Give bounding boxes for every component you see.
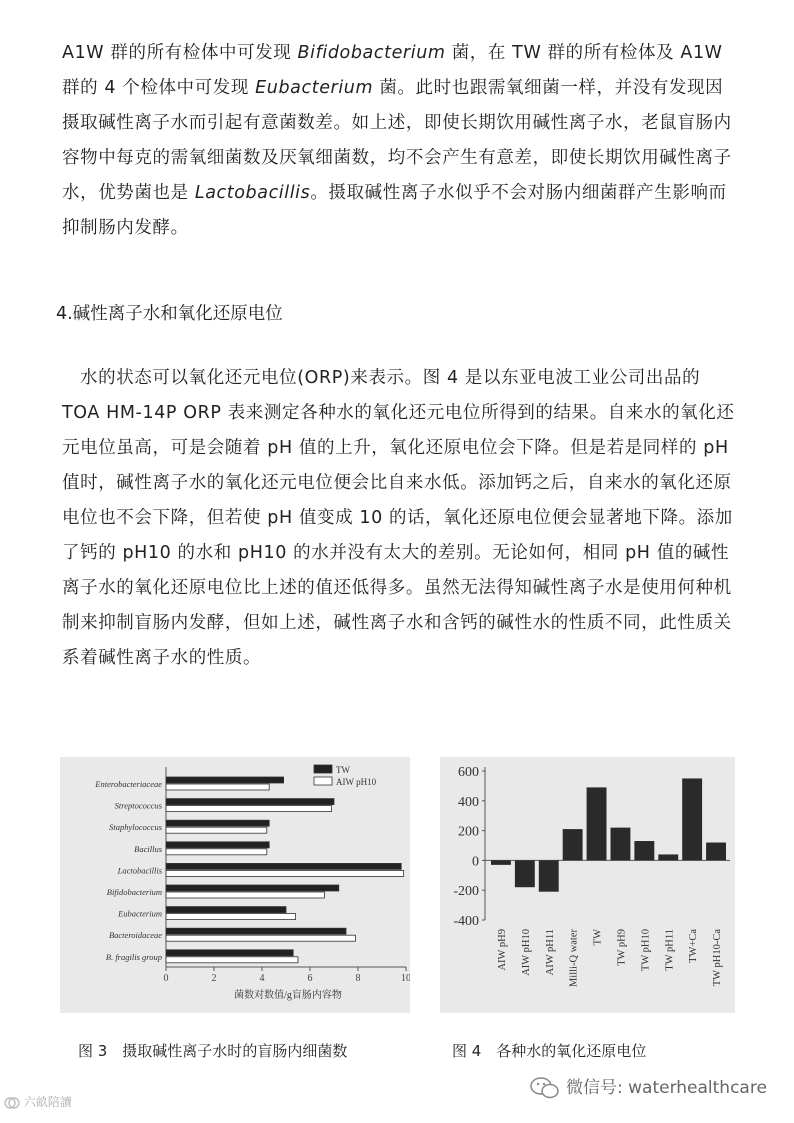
orp-bar-8 [682,778,702,860]
bar-tw-3 [166,842,269,848]
category-label: Eubacterium [118,908,162,919]
y-tick-label: -200 [453,884,479,900]
legend-swatch-1 [314,777,332,785]
legend-label-0: TW [336,765,350,775]
orp-bar-3 [563,829,583,860]
bar-tw-5 [166,885,339,891]
bar-aw-4 [166,870,404,876]
x-axis-label: 菌数对数值/g盲肠内容物 [234,990,342,1001]
category-label: Bacteroidaceae [108,930,162,941]
p1-text-2: 菌，在 TW 群的所有检体及 A1W 群的 4 个检体中可发现 [62,43,723,98]
x-tick-label: 8 [355,973,361,984]
orp-bar-6 [634,841,654,860]
orp-bar-0 [491,860,511,864]
y-tick-label: 600 [458,765,479,780]
y-tick-label: -400 [453,914,479,929]
orp-bar-4 [587,787,607,860]
bar-aw-6 [166,914,296,920]
p1-italic-lactobacillis: Lactobacillis [194,183,311,203]
bar-aw-1 [166,806,332,812]
section-heading: 4.碱性离子水和氧化还原电位 [56,304,283,324]
category-label: Milli-Q water [568,929,580,988]
bar-tw-4 [166,863,401,869]
figure-3-chart [60,757,410,1013]
p1-text-3: 菌。此时也跟需氧细菌一样，并没有发现因摄取碱性离子水而引起有意菌数差。如上述，即使长期饮用碱性离子水，老鼠盲肠内容物中每克的需氧细菌数及厌氧细菌数，均不会产生有意差，即使长期饮用碱性离子水，优势菌也是 [62,78,732,203]
wechat-icon [530,1077,560,1099]
y-tick-label: 0 [472,854,479,870]
bacteria-bar-chart [60,757,410,1013]
orp-bar-chart [440,757,735,1013]
bar-aw-8 [166,957,298,963]
orp-bar-2 [539,860,559,891]
x-tick-label: 10 [401,973,410,984]
bar-tw-1 [166,799,334,805]
bar-tw-7 [166,928,346,934]
paragraph-bacteria [62,36,738,246]
category-label: Enterobacteriaceae [95,779,162,789]
category-label: Bifidobacterium [106,887,162,897]
category-label: TW pH9 [616,929,628,966]
figure-3-caption: 图 3 摄取碱性离子水时的盲肠内细菌数 [78,1042,348,1060]
bar-tw-0 [166,777,284,783]
watermark [4,1093,72,1110]
paragraph-orp: 水的状态可以氧化还元电位(ORP)来表示。图 4 是以东亚电波工业公司出品的 TOA HM-14P ORP 表来测定各种水的氧化还元电位所得到的结果。自来水的氧化还元电位虽高，可是会随着 pH 值的上升，氧化还原电位会下降。但是若是同样的 pH 值时，碱性离子水的氧化还元电位便会比自来水低。添加钙之后，自来水的氧化还原电位也不会下降，但若使 pH 值变成 10 的话，氧化还原电位便会显著地下降。添加了钙的 pH10 的水和 pH10 的水并没有太大的差别。无论如何，相同 pH 值的碱性离子水的氧化还原电位比上述的值还低得多。虽然无法得知碱性离子水是使用何种机制来抑制盲肠内发酵，但如上述，碱性离子水和含钙的碱性水的性质不同，此性质关系着碱性离子水的性质。 [62,368,735,668]
bar-aw-5 [166,892,324,898]
legend-label-1: AIW pH10 [336,777,377,787]
bar-tw-8 [166,950,293,956]
category-label: AIW pH11 [544,929,556,976]
category-label: Lactobacillis [117,865,162,876]
category-label: AIW pH9 [496,929,508,971]
category-label: AIW pH10 [520,929,532,976]
p1-text-4: 。摄取碱性离子水似乎不会对肠内细菌群产生影响而抑制肠内发酵。 [62,183,727,238]
wechat-id [530,1073,767,1099]
category-label: Streptococcus [114,800,162,811]
bar-tw-2 [166,820,269,826]
category-label: TW pH11 [664,929,676,971]
category-label: Bacillus [134,843,162,854]
bar-aw-3 [166,849,267,855]
bar-aw-2 [166,827,267,833]
orp-bar-1 [515,860,535,887]
x-tick-label: 0 [163,973,169,984]
x-tick-label: 6 [307,973,313,984]
category-label: TW pH10 [640,929,652,972]
orp-bar-5 [611,828,631,861]
category-label: TW+Ca [688,929,700,963]
p1-text-1: A1W 群的所有检体中可发现 [62,43,298,63]
category-label: TW [592,929,604,946]
y-tick-label: 200 [458,824,479,840]
category-label: Staphylococcus [109,822,162,833]
orp-bar-7 [658,854,678,860]
y-tick-label: 400 [458,794,479,810]
bar-aw-0 [166,784,269,790]
legend-swatch-0 [314,765,332,773]
category-label: B. fragilis group [105,951,162,962]
category-label: TW pH10-Ca [712,929,724,987]
bar-aw-7 [166,935,356,941]
figure-4-chart [440,757,735,1013]
wechat-label: 微信号: waterhealthcare [566,1078,767,1098]
orp-bar-9 [706,843,726,861]
p1-italic-bifidobacterium: Bifidobacterium [297,43,446,63]
x-tick-label: 4 [259,973,265,984]
p1-italic-eubacterium: Eubacterium [255,78,374,98]
bar-tw-6 [166,907,286,913]
watermark-logo-icon [4,1097,20,1109]
x-tick-label: 2 [211,973,217,984]
figure-4-caption: 图 4 各种水的氧化还原电位 [452,1042,647,1060]
watermark-text: 六畝陪讀 [23,1095,72,1109]
